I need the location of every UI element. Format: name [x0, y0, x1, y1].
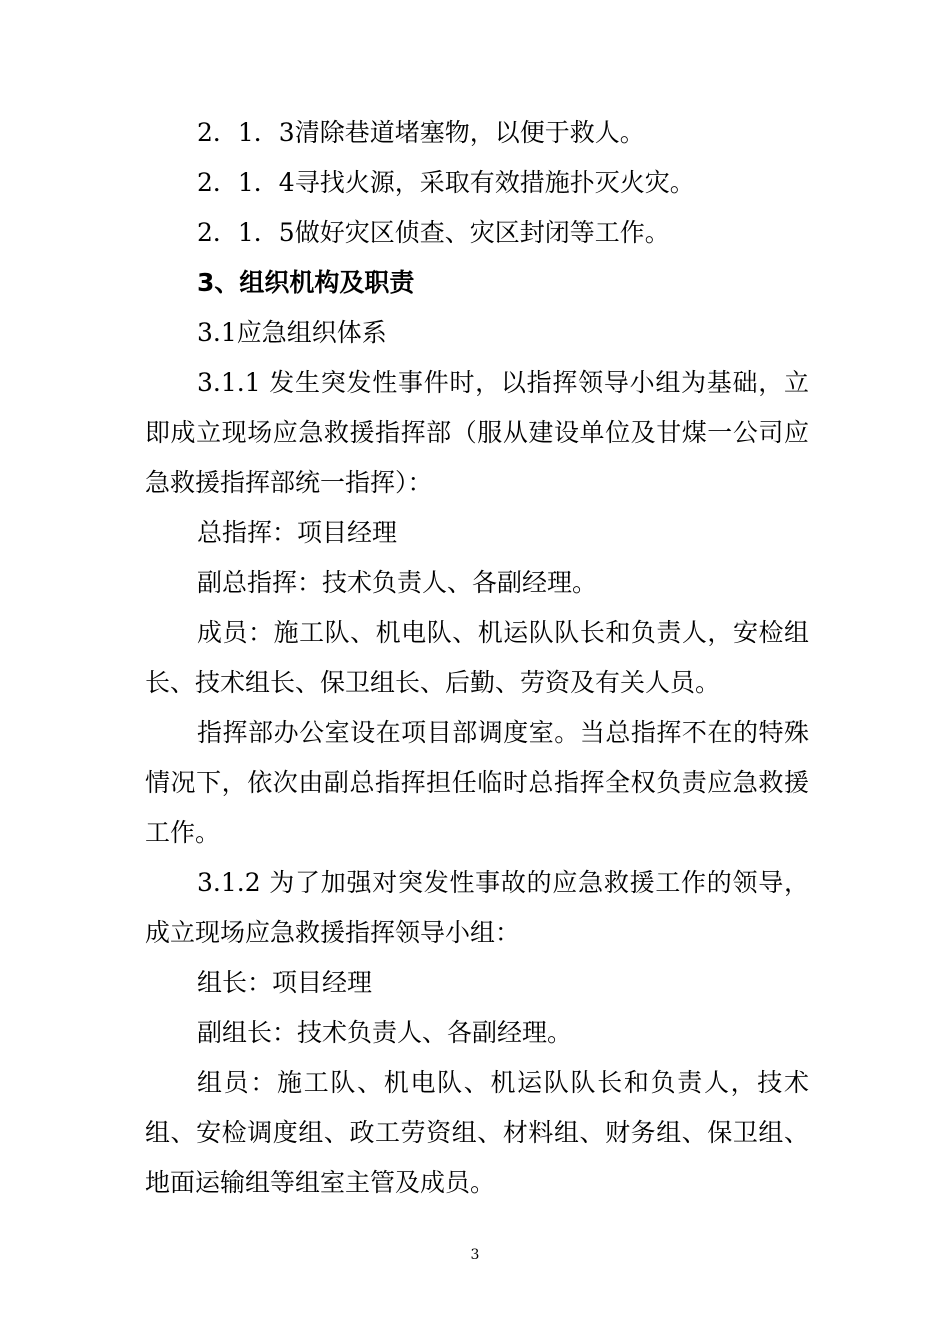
paragraph-office: 指挥部办公室设在项目部调度室。当总指挥不在的特殊情况下，依次由副总指挥担任临时总指挥全权负责应急救援工作。 — [145, 718, 809, 847]
paragraph-deputy-commander: 副总指挥：技术负责人、各副经理。 — [197, 568, 598, 597]
paragraph-group-members: 组员：施工队、机电队、机运队队长和负责人，技术组、安检调度组、政工劳资组、材料组、财务组、保卫组、地面运输组等组室主管及成员。 — [145, 1068, 809, 1197]
paragraph-3-1-2: 3.1.2 为了加强对突发性事故的应急救援工作的领导，成立现场应急救援指挥领导小组： — [145, 868, 809, 947]
paragraph-group-leader: 组长：项目经理 — [197, 968, 373, 997]
paragraph-2-1-3: 2．1．3清除巷道堵塞物，以便于救人。 — [197, 118, 645, 147]
paragraph-members: 成员：施工队、机电队、机运队队长和负责人，安检组长、技术组长、保卫组长、后勤、劳资及有关人员。 — [145, 618, 809, 697]
paragraph-2-1-5: 2．1．5做好灾区侦查、灾区封闭等工作。 — [197, 218, 670, 247]
paragraph-commander: 总指挥：项目经理 — [197, 518, 398, 547]
page-number: 3 — [470, 1247, 480, 1263]
paragraph-2-1-4: 2．1．4寻找火源，采取有效措施扑灭火灾。 — [197, 168, 695, 197]
paragraph-deputy-group-leader: 副组长：技术负责人、各副经理。 — [197, 1018, 573, 1047]
paragraph-3-1-1: 3.1.1 发生突发性事件时，以指挥领导小组为基础，立即成立现场应急救援指挥部（服从建设单位及甘煤一公司应急救援指挥部统一指挥）： — [145, 368, 809, 497]
subsection-heading-3-1: 3.1应急组织体系 — [197, 318, 387, 347]
document-body — [145, 108, 809, 1208]
section-heading-3: 3、组织机构及职责 — [197, 268, 415, 297]
